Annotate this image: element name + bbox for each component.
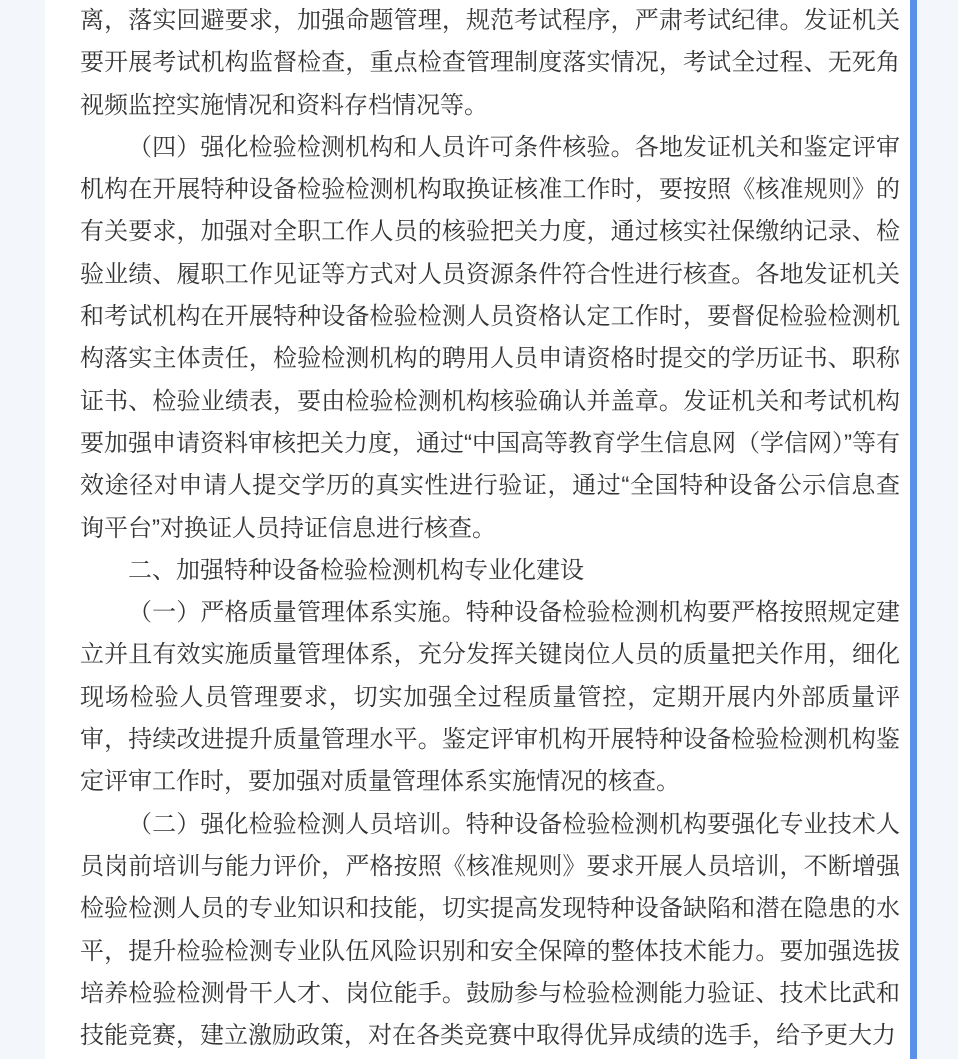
document-content-area bbox=[45, 0, 910, 1059]
section-heading-2-professionalization: 二、加强特种设备检验检测机构专业化建设 bbox=[128, 556, 584, 584]
paragraph-item-1-quality-management-system: （一）严格质量管理体系实施。特种设备检验检测机构要严格按照规定建立并且有效实施质量管理体系，充分发挥关键岗位人员的质量把关作用，细化现场检验人员管理要求，切实加强全过程质量管控，定期开展内外部质量评审，持续改进提升质量管理水平。鉴定评审机构开展特种设备检验检测机构鉴定评审工作时，要加强对质量管理体系实施情况的核查。 bbox=[80, 599, 900, 796]
content-right-accent-bar bbox=[910, 0, 917, 1059]
paragraph-exam-discipline-continuation: 离，落实回避要求，加强命题管理，规范考试程序，严肃考试纪律。发证机关要开展考试机构监督检查，重点检查管理制度落实情况，考试全过程、无死角视频监控实施情况和资料存档情况等。 bbox=[80, 7, 900, 119]
paragraph-item-2-personnel-training: （二）强化检验检测人员培训。特种设备检验检测机构要强化专业技术人员岗前培训与能力评价，严格按照《核准规则》要求开展人员培训，不断增强检验检测人员的专业知识和技能，切实提高发现特种设备缺陷和潜在隐患的水平，提升检验检测专业队伍风险识别和安全保障的整体技术能力。要加强选拔培养检验检测骨干人才、岗位能手。鼓励参与检验检测能力验证、技术比武和技能竞赛，建立激励政策，对在各类竞赛中取得优异成绩的选手，给予更大力 bbox=[80, 810, 900, 1050]
paragraph-item-4-license-condition-verification: （四）强化检验检测机构和人员许可条件核验。各地发证机关和鉴定评审机构在开展特种设备检验检测机构取换证核准工作时，要按照《核准规则》的有关要求，加强对全职工作人员的核验把关力度，通过核实社保缴纳记录、检验业绩、履职工作见证等方式对人员资源条件符合性进行核查。各地发证机关和考试机构在开展特种设备检验检测人员资格认定工作时，要督促检验检测机构落实主体责任，检验检测机构的聘用人员申请资格时提交的学历证书、职称证书、检验业绩表，要由检验检测机构核验确认并盖章。发证机关和考试机构要加强申请资料审核把关力度，通过“中国高等教育学生信息网（学信网）”等有效途径对申请人提交学历的真实性进行验证，通过“全国特种设备公示信息查询平台”对换证人员持证信息进行核查。 bbox=[80, 133, 900, 542]
